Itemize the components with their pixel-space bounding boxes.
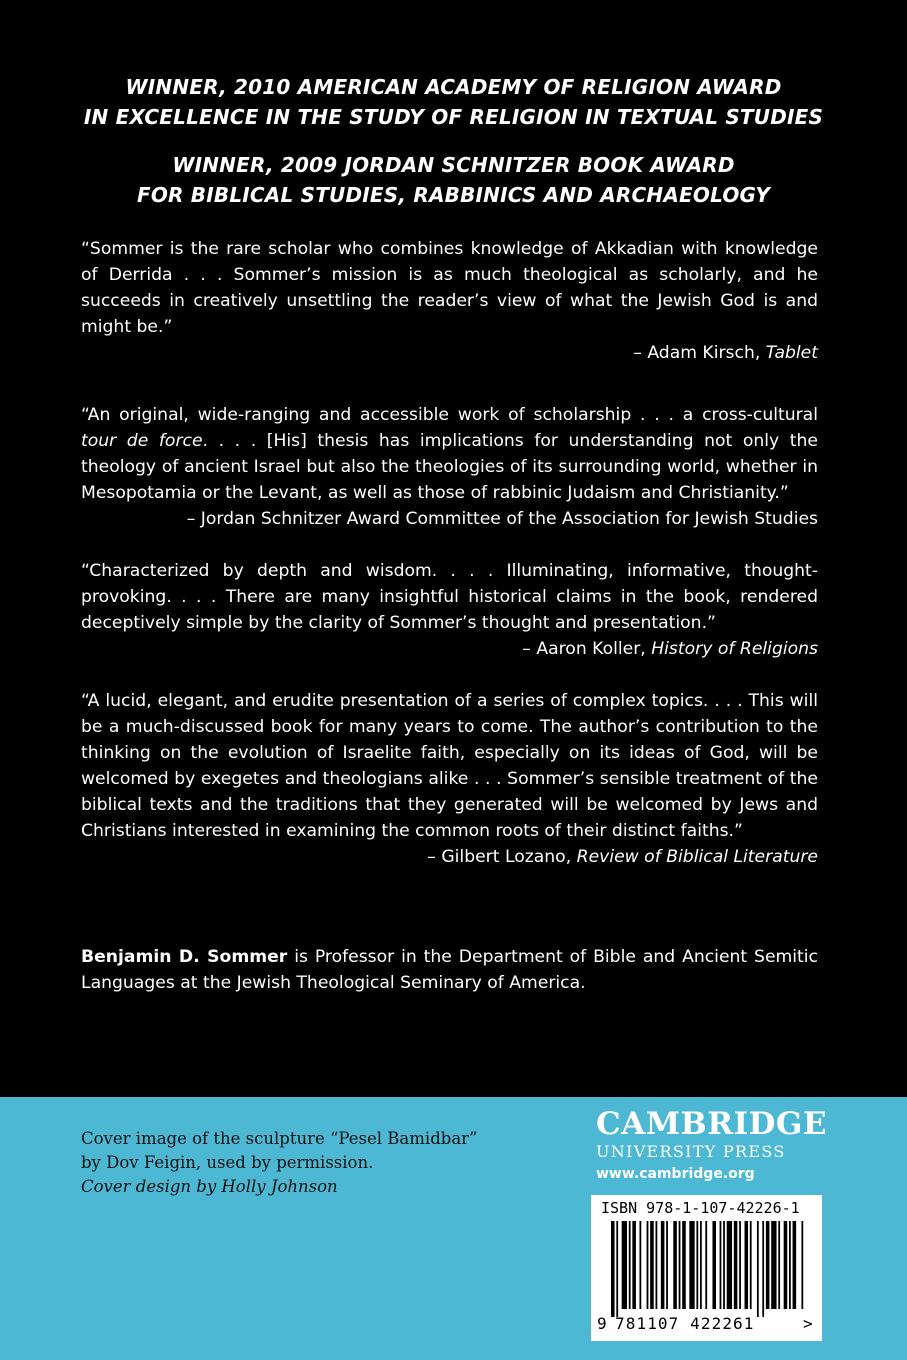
barcode-bar bbox=[689, 1221, 694, 1309]
barcode-digits: 781107 422261 bbox=[615, 1314, 755, 1333]
barcode-bar bbox=[632, 1221, 636, 1309]
barcode-bar bbox=[727, 1221, 732, 1309]
barcode-bar bbox=[673, 1221, 677, 1309]
barcode-bar bbox=[734, 1221, 738, 1309]
quote-body: “Sommer is the rare scholar who combines knowledge of Akkadian with knowledge of Derrida . . . Sommer’s mission is as much theological as scholarly, and he succeeds in creatively unsettling the reader’s view of what the Jewish God is and might be.” bbox=[81, 239, 818, 337]
barcode-bar bbox=[616, 1221, 618, 1317]
barcode-bar bbox=[666, 1221, 668, 1309]
quote-attribution bbox=[81, 340, 818, 366]
barcode-bars bbox=[597, 1221, 816, 1317]
barcode-bar bbox=[750, 1221, 752, 1309]
review-quote-kirsch bbox=[81, 236, 818, 366]
barcode-bar bbox=[712, 1221, 716, 1309]
barcode-bar bbox=[647, 1221, 649, 1309]
cover-credits bbox=[81, 1127, 477, 1199]
barcode-bar bbox=[679, 1221, 681, 1309]
barcode-bar bbox=[793, 1221, 797, 1309]
award-2-line-1: WINNER, 2009 JORDAN SCHNITZER BOOK AWARD bbox=[172, 153, 735, 177]
award-1 bbox=[0, 72, 907, 132]
publisher-name: CAMBRIDGE bbox=[596, 1106, 827, 1142]
credits-line-1: Cover image of the sculpture “Pesel Bamidbar” bbox=[81, 1129, 478, 1148]
awards-block bbox=[0, 72, 907, 228]
barcode-bar bbox=[705, 1221, 707, 1309]
publisher-url: www.cambridge.org bbox=[596, 1166, 755, 1182]
barcode-bar bbox=[611, 1221, 615, 1317]
barcode-bar bbox=[650, 1221, 654, 1309]
quote-italic-phrase: tour de force bbox=[81, 431, 203, 451]
credits-line-3: Cover design by Holly Johnson bbox=[81, 1177, 338, 1196]
author-name: Benjamin D. Sommer bbox=[81, 947, 288, 967]
review-quote-lozano bbox=[81, 688, 818, 870]
quote-body: “A lucid, elegant, and erudite presentation of a series of complex topics. . . . This will be a much-discussed book for many years to come. The author’s contribution to the thinking on the evolution of Israelite faith, especially on its ideas of God, will be welcomed by exegetes and theologians alike . . . Sommer’s sensible treatment of the biblical texts and the traditions that they generated will be welcomed by Jews and Christians interested in examining the common roots of their distinct faiths.” bbox=[81, 691, 818, 841]
review-quotes bbox=[81, 236, 818, 894]
quote-source: Tablet bbox=[765, 343, 818, 363]
isbn-label: ISBN 978-1-107-42226-1 bbox=[601, 1199, 800, 1217]
quote-attribution bbox=[81, 636, 818, 662]
barcode-bar bbox=[661, 1221, 665, 1309]
barcode-bar bbox=[784, 1221, 788, 1309]
barcode-bar bbox=[766, 1221, 770, 1309]
award-1-line-1: WINNER, 2010 AMERICAN ACADEMY OF RELIGION AWARD bbox=[125, 75, 782, 99]
barcode-bar bbox=[745, 1221, 749, 1309]
award-1-line-2: IN EXCELLENCE IN THE STUDY OF RELIGION IN TEXTUAL STUDIES bbox=[83, 105, 824, 129]
quote-text bbox=[81, 688, 818, 844]
quote-text bbox=[81, 236, 818, 340]
barcode-bar bbox=[696, 1221, 698, 1309]
quote-body: “Characterized by depth and wisdom. . . . Illuminating, informative, thought-provoking. . . . There are many insightful historical claims in the book, rendered deceptively simple by the clarity of Sommer’s thought and presentation.” bbox=[81, 561, 818, 633]
quote-author: – Jordan Schnitzer Award Committee of the Association for Jewish Studies bbox=[186, 509, 818, 529]
quote-text bbox=[81, 402, 818, 506]
quote-body: “An original, wide-ranging and accessible work of scholarship . . . a cross-cultural bbox=[81, 405, 818, 425]
barcode-bar bbox=[762, 1221, 764, 1317]
quote-body-end: . . . . [His] thesis has implications for understanding not only the theology of ancient Israel but also the theologies of its surrounding world, whether in Mesopotamia or the Levant, as well as those of rabbinic Judaism and Christianity.” bbox=[81, 431, 818, 503]
quote-attribution bbox=[81, 844, 818, 870]
review-quote-schnitzer bbox=[81, 402, 818, 532]
barcode-arrow: > bbox=[803, 1314, 813, 1333]
barcode-bar bbox=[629, 1221, 631, 1309]
barcode-bar bbox=[622, 1221, 627, 1309]
barcode-bar bbox=[757, 1221, 759, 1317]
quote-source: History of Religions bbox=[651, 639, 818, 659]
award-2 bbox=[0, 150, 907, 210]
award-2-line-2: FOR BIBLICAL STUDIES, RABBINICS AND ARCHAEOLOGY bbox=[136, 183, 771, 207]
author-bio-text: is Professor in the Department of Bible and Ancient Semitic Languages at the Jewish Theological Seminary of America. bbox=[81, 947, 819, 993]
author-bio bbox=[81, 944, 818, 996]
barcode-bar bbox=[801, 1221, 803, 1309]
quote-author: – Adam Kirsch, bbox=[633, 343, 766, 363]
barcode-lead-digit: 9 bbox=[597, 1314, 607, 1333]
publisher-press: UNIVERSITY PRESS bbox=[596, 1142, 786, 1161]
barcode-bar bbox=[700, 1221, 702, 1309]
barcode-bar bbox=[778, 1221, 780, 1309]
barcode-bar bbox=[739, 1221, 741, 1309]
barcode-bar bbox=[789, 1221, 791, 1309]
isbn-barcode bbox=[591, 1195, 822, 1341]
quote-author: – Gilbert Lozano, bbox=[427, 847, 577, 867]
barcode-bar bbox=[720, 1221, 722, 1309]
barcode-bar bbox=[771, 1221, 776, 1309]
barcode-bar bbox=[723, 1221, 725, 1309]
review-quote-koller bbox=[81, 558, 818, 662]
barcode-bar bbox=[639, 1221, 641, 1309]
quote-text bbox=[81, 558, 818, 636]
barcode-bar bbox=[656, 1221, 658, 1309]
quote-author: – Aaron Koller, bbox=[522, 639, 652, 659]
publisher-logo bbox=[596, 1106, 827, 1184]
credits-line-2: by Dov Feigin, used by permission. bbox=[81, 1153, 374, 1172]
quote-source: Review of Biblical Literature bbox=[576, 847, 818, 867]
barcode-bar bbox=[682, 1221, 686, 1309]
quote-attribution bbox=[81, 506, 818, 532]
